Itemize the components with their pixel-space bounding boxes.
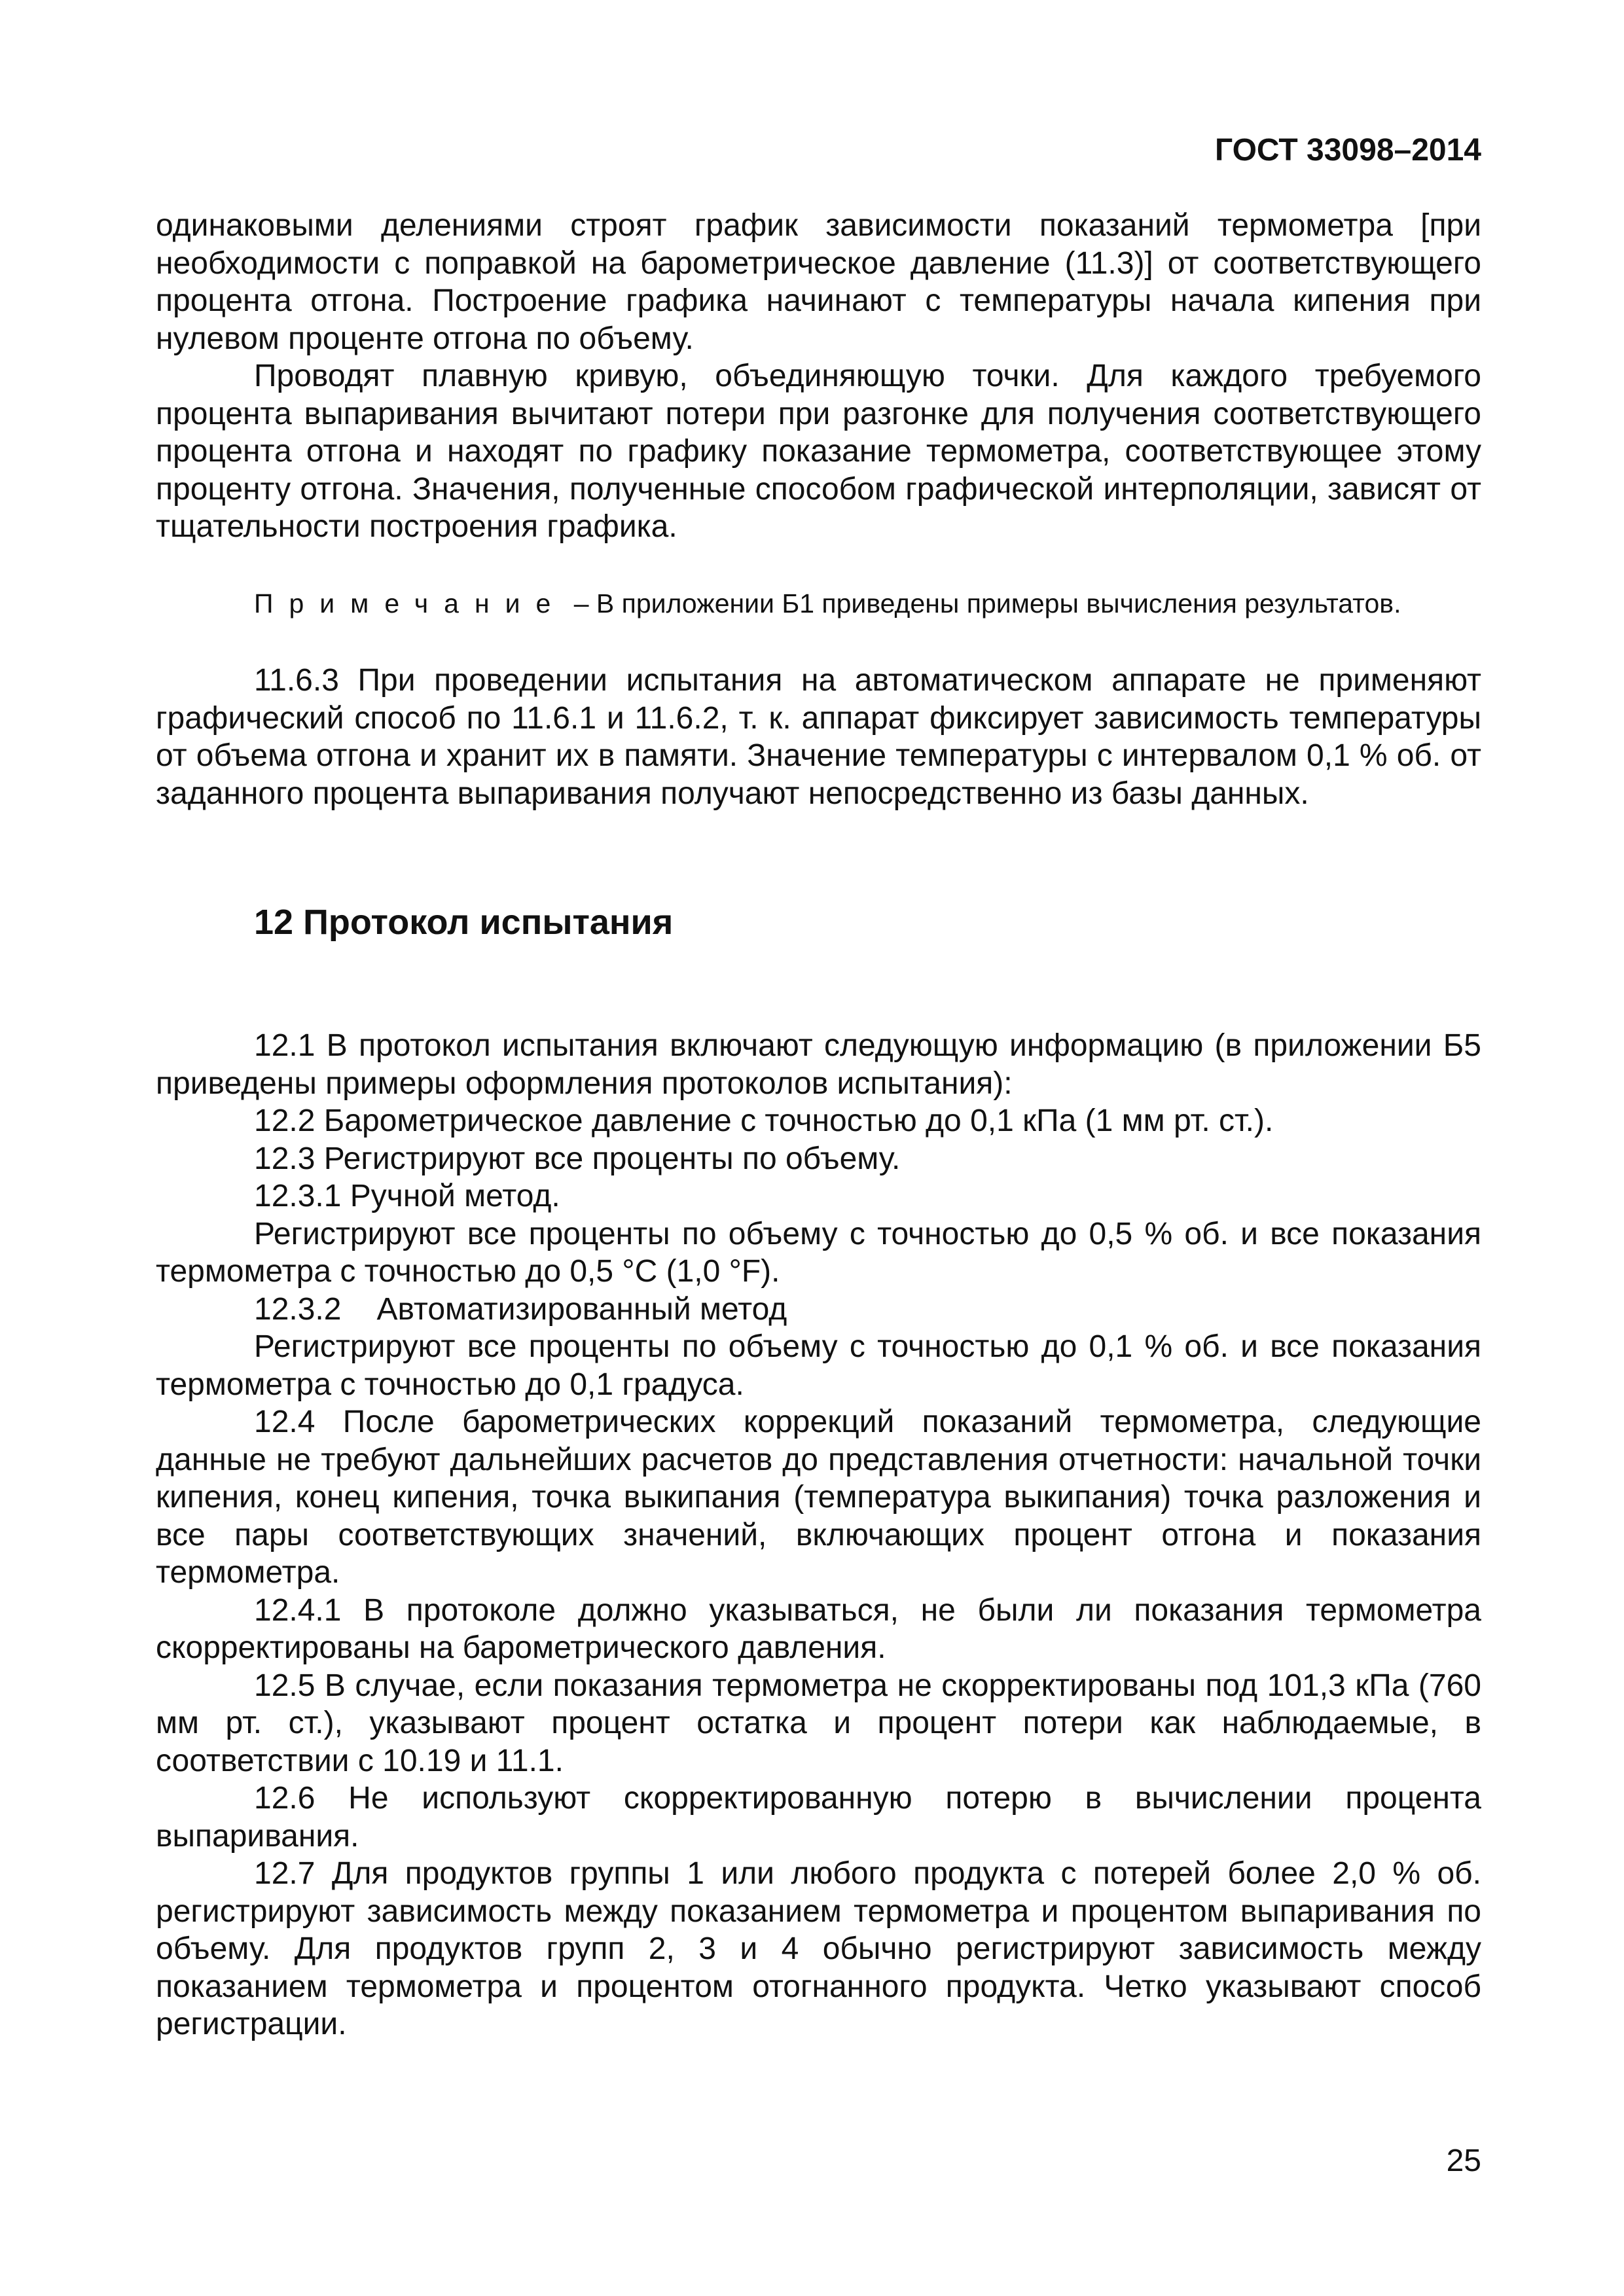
clause-12-3-2 xyxy=(156,1291,1481,1329)
note-label: Примечание xyxy=(254,588,567,619)
clause-text: При проведении испытания на автоматическом аппарате не применяют графический способ по 11.6.1 и 11.6.2, т. к. аппарат фиксирует зависимость температуры от объема отгона и хранит их в памяти. Значение температуры с интервалом 0,1 % об. от заданного процента выпаривания получают непосредственно из базы данных. xyxy=(156,663,1481,811)
clause-12-5: 12.5 В случае, если показания термометра не скорректированы под 101,3 кПа (760 мм рт. ст.), указывают процент остатка и процент потери как наблюдаемые, в соответствии с 10.19 и 11.1. xyxy=(156,1668,1481,1778)
clause-12-3-2-text: Регистрируют все проценты по объему с точностью до 0,1 % об. и все показания термометра с точностью до 0,1 градуса. xyxy=(156,1329,1481,1402)
clause-12-2: 12.2 Барометрическое давление с точностью до 0,1 кПа (1 мм рт. ст.). xyxy=(254,1103,1274,1138)
clause-number: 11.6.3 xyxy=(254,663,339,698)
clause-12-3-1-text: Регистрируют все проценты по объему с точностью до 0,5 % об. и все показания термометра с точностью до 0,5 °С (1,0 °F). xyxy=(156,1216,1481,1289)
note-block xyxy=(156,585,1481,623)
clause-12-3: 12.3 Регистрируют все проценты по объему. xyxy=(254,1141,901,1176)
clause-12-6: 12.6 Не используют скорректированную потерю в вычислении процента выпаривания. xyxy=(156,1781,1481,1854)
clause-12-3-1: 12.3.1 Ручной метод. xyxy=(254,1179,560,1213)
document-header-code: ГОСТ 33098–2014 xyxy=(1215,133,1481,168)
clause-12-7: 12.7 Для продуктов группы 1 или любого продукта с потерей более 2,0 % об. регистрируют зависимость между показанием термометра и процентом выпаривания по объему. Для продуктов групп 2, 3 и 4 обычно регистрируют зависимость между показанием термометра и процентом отогнанного продукта. Четко указывают способ регистрации. xyxy=(156,1856,1481,2041)
spacer xyxy=(156,546,1481,585)
paragraph-curve-interpolation: Проводят плавную кривую, объединяющую точки. Для каждого требуемого процента выпаривания вычитают потери при разгонке для получения соответствующего процента отгона и находят по графику показание термометра, соответствующее этому проценту отгона. Значения, полученные способом графической интерполяции, зависят от тщательности построения графика. xyxy=(156,359,1481,544)
clause-11-6-3 xyxy=(156,662,1481,812)
spacer xyxy=(156,622,1481,662)
page-number: 25 xyxy=(1446,2144,1481,2178)
clause-12-1: 12.1 В протокол испытания включают следующую информацию (в приложении Б5 приведены примеры оформления протоколов испытания): xyxy=(156,1028,1481,1101)
clause-title: Автоматизированный метод xyxy=(376,1291,787,1327)
spacer xyxy=(156,942,1481,1027)
clause-number: 12.3.2 xyxy=(254,1291,342,1327)
spacer xyxy=(156,812,1481,903)
section-heading: 12 Протокол испытания xyxy=(254,903,674,942)
clause-12-4: 12.4 После барометрических коррекций показаний термометра, следующие данные не требуют дальнейших расчетов до представления отчетности: начальной точки кипения, конец кипения, точка выкипания (температура выкипания) точка разложения и все пары соответствующих значений, включающих процент отгона и показания термометра. xyxy=(156,1405,1481,1590)
clause-12-4-1: 12.4.1 В протоколе должно указываться, не были ли показания термометра скорректированы на барометрического давления. xyxy=(156,1592,1481,1665)
page-body xyxy=(156,207,1481,2043)
note-text: – В приложении Б1 приведены примеры вычисления результатов. xyxy=(566,588,1401,619)
paragraph-graph-construction: одинаковыми делениями строят график зависимости показаний термометра [при необходимости с поправкой на барометрическое давление (11.3)] от соответствующего процента отгона. Построение графика начинают с температуры начала кипения при нулевом проценте отгона по объему. xyxy=(156,208,1481,356)
